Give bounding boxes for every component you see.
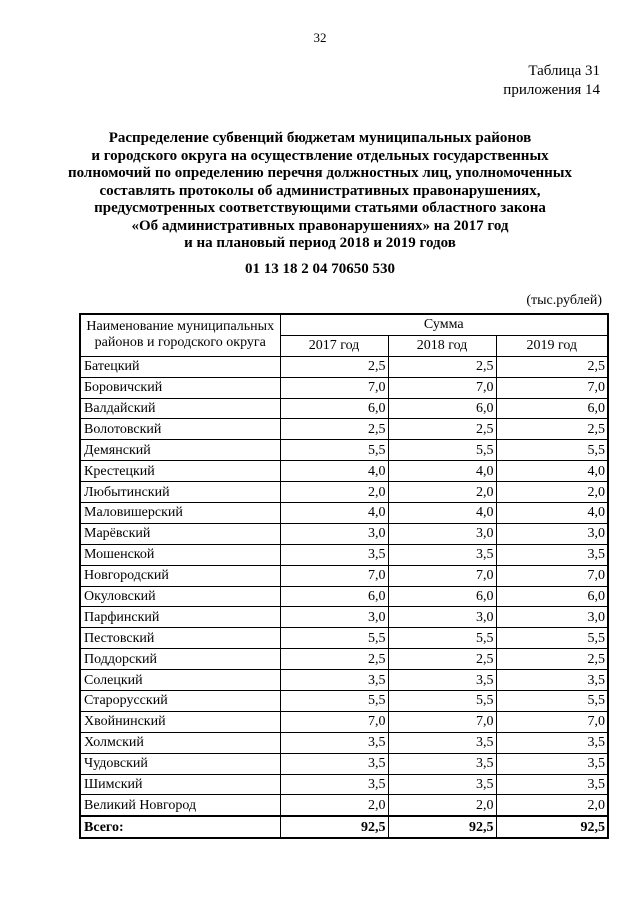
title-line: «Об административных правонарушениях» на 2017 год (131, 217, 509, 234)
district-name: Любытинский (80, 482, 280, 503)
amount-cell: 3,5 (388, 753, 496, 774)
amount-cell: 6,0 (388, 586, 496, 607)
amount-cell: 3,5 (496, 670, 608, 691)
amount-cell: 6,0 (496, 398, 608, 419)
amount-cell: 2,0 (496, 482, 608, 503)
amount-cell: 5,5 (388, 691, 496, 712)
table-row (80, 503, 608, 524)
table-row (80, 628, 608, 649)
header-year: 2017 год (280, 335, 388, 356)
district-name: Волотовский (80, 419, 280, 440)
amount-cell: 3,0 (496, 523, 608, 544)
header-name: Наименование муниципальных районов и городского округа (80, 314, 280, 356)
district-name: Поддорский (80, 649, 280, 670)
amount-cell: 2,5 (496, 356, 608, 377)
title-line: и городского округа на осуществление отдельных государственных (91, 147, 549, 164)
table-row (80, 711, 608, 732)
amount-cell: 4,0 (388, 503, 496, 524)
amount-cell: 3,5 (280, 774, 388, 795)
amount-cell: 3,5 (280, 670, 388, 691)
amount-cell: 2,5 (388, 419, 496, 440)
amount-cell: 2,5 (280, 649, 388, 670)
amount-cell: 4,0 (496, 461, 608, 482)
title-line: Распределение субвенций бюджетам муниципальных районов (108, 130, 532, 146)
table-row (80, 419, 608, 440)
district-name: Окуловский (80, 586, 280, 607)
table-row (80, 377, 608, 398)
subvention-table (79, 313, 609, 839)
amount-cell: 5,5 (496, 691, 608, 712)
table-row (80, 691, 608, 712)
table-row (80, 523, 608, 544)
amount-cell: 7,0 (388, 565, 496, 586)
amount-cell: 2,5 (280, 356, 388, 377)
header-year: 2019 год (496, 335, 608, 356)
table-row (80, 670, 608, 691)
amount-cell: 3,5 (496, 774, 608, 795)
amount-cell: 3,5 (280, 544, 388, 565)
district-name: Демянский (80, 440, 280, 461)
total-value: 92,5 (280, 816, 388, 838)
amount-cell: 2,0 (496, 795, 608, 816)
amount-cell: 3,5 (496, 732, 608, 753)
units-label: (тыс.рублей) (526, 293, 602, 308)
table-row (80, 482, 608, 503)
table-reference (503, 62, 600, 100)
table-row (80, 440, 608, 461)
amount-cell: 5,5 (280, 440, 388, 461)
amount-cell: 4,0 (388, 461, 496, 482)
table-row (80, 753, 608, 774)
district-name: Пестовский (80, 628, 280, 649)
title-line: предусмотренных соответствующими статьями областного закона (94, 200, 546, 216)
amount-cell: 6,0 (280, 398, 388, 419)
amount-cell: 3,5 (496, 544, 608, 565)
table-row (80, 649, 608, 670)
amount-cell: 3,5 (388, 774, 496, 795)
amount-cell: 2,5 (496, 419, 608, 440)
table-ref-label: Таблица 31 (528, 63, 600, 79)
amount-cell: 3,0 (496, 607, 608, 628)
title-line: составлять протоколы об административных правонарушениях, (99, 182, 541, 199)
table-row (80, 774, 608, 795)
amount-cell: 5,5 (388, 440, 496, 461)
table-row (80, 732, 608, 753)
amount-cell: 2,0 (280, 795, 388, 816)
table-row (80, 795, 608, 816)
amount-cell: 2,0 (280, 482, 388, 503)
total-label: Всего: (80, 816, 280, 838)
district-name: Холмский (80, 732, 280, 753)
amount-cell: 7,0 (388, 711, 496, 732)
title-line: и на плановый период 2018 и 2019 годов (184, 235, 456, 251)
district-name: Мошенской (80, 544, 280, 565)
amount-cell: 3,5 (388, 544, 496, 565)
amount-cell: 7,0 (388, 377, 496, 398)
amount-cell: 2,0 (388, 482, 496, 503)
amount-cell: 3,0 (280, 607, 388, 628)
amount-cell: 4,0 (496, 503, 608, 524)
district-name: Маловишерский (80, 503, 280, 524)
table-row (80, 544, 608, 565)
district-name: Марёвский (80, 523, 280, 544)
page-number: 32 (313, 30, 327, 45)
table-row (80, 461, 608, 482)
amount-cell: 3,0 (388, 523, 496, 544)
district-name: Боровичский (80, 377, 280, 398)
amount-cell: 3,0 (280, 523, 388, 544)
amount-cell: 2,5 (388, 356, 496, 377)
total-row (80, 816, 608, 838)
table-row (80, 356, 608, 377)
appendix-ref-label: приложения 14 (503, 82, 600, 98)
document-title (40, 130, 600, 253)
amount-cell: 7,0 (496, 565, 608, 586)
table-row (80, 607, 608, 628)
amount-cell: 6,0 (496, 586, 608, 607)
amount-cell: 5,5 (280, 628, 388, 649)
table-row (80, 565, 608, 586)
total-value: 92,5 (388, 816, 496, 838)
total-value: 92,5 (496, 816, 608, 838)
budget-code: 01 13 18 2 04 70650 530 (245, 261, 395, 277)
amount-cell: 2,5 (388, 649, 496, 670)
district-name: Хвойнинский (80, 711, 280, 732)
amount-cell: 3,5 (388, 732, 496, 753)
header-year: 2018 год (388, 335, 496, 356)
amount-cell: 3,5 (280, 732, 388, 753)
amount-cell: 3,0 (388, 607, 496, 628)
amount-cell: 3,5 (388, 670, 496, 691)
district-name: Батецкий (80, 356, 280, 377)
district-name: Солецкий (80, 670, 280, 691)
amount-cell: 2,5 (496, 649, 608, 670)
amount-cell: 7,0 (280, 377, 388, 398)
amount-cell: 7,0 (280, 565, 388, 586)
district-name: Великий Новгород (80, 795, 280, 816)
district-name: Чудовский (80, 753, 280, 774)
amount-cell: 5,5 (496, 628, 608, 649)
amount-cell: 5,5 (280, 691, 388, 712)
amount-cell: 5,5 (496, 440, 608, 461)
district-name: Крестецкий (80, 461, 280, 482)
district-name: Старорусский (80, 691, 280, 712)
district-name: Шимский (80, 774, 280, 795)
amount-cell: 4,0 (280, 503, 388, 524)
amount-cell: 2,5 (280, 419, 388, 440)
district-name: Парфинский (80, 607, 280, 628)
table-row (80, 398, 608, 419)
amount-cell: 4,0 (280, 461, 388, 482)
amount-cell: 7,0 (496, 377, 608, 398)
amount-cell: 5,5 (388, 628, 496, 649)
amount-cell: 7,0 (496, 711, 608, 732)
table-row (80, 586, 608, 607)
amount-cell: 2,0 (388, 795, 496, 816)
amount-cell: 3,5 (496, 753, 608, 774)
amount-cell: 6,0 (388, 398, 496, 419)
header-sum: Сумма (280, 314, 608, 335)
amount-cell: 7,0 (280, 711, 388, 732)
amount-cell: 6,0 (280, 586, 388, 607)
district-name: Новгородский (80, 565, 280, 586)
district-name: Валдайский (80, 398, 280, 419)
title-line: полномочий по определению перечня должностных лиц, уполномоченных (67, 165, 572, 181)
amount-cell: 3,5 (280, 753, 388, 774)
